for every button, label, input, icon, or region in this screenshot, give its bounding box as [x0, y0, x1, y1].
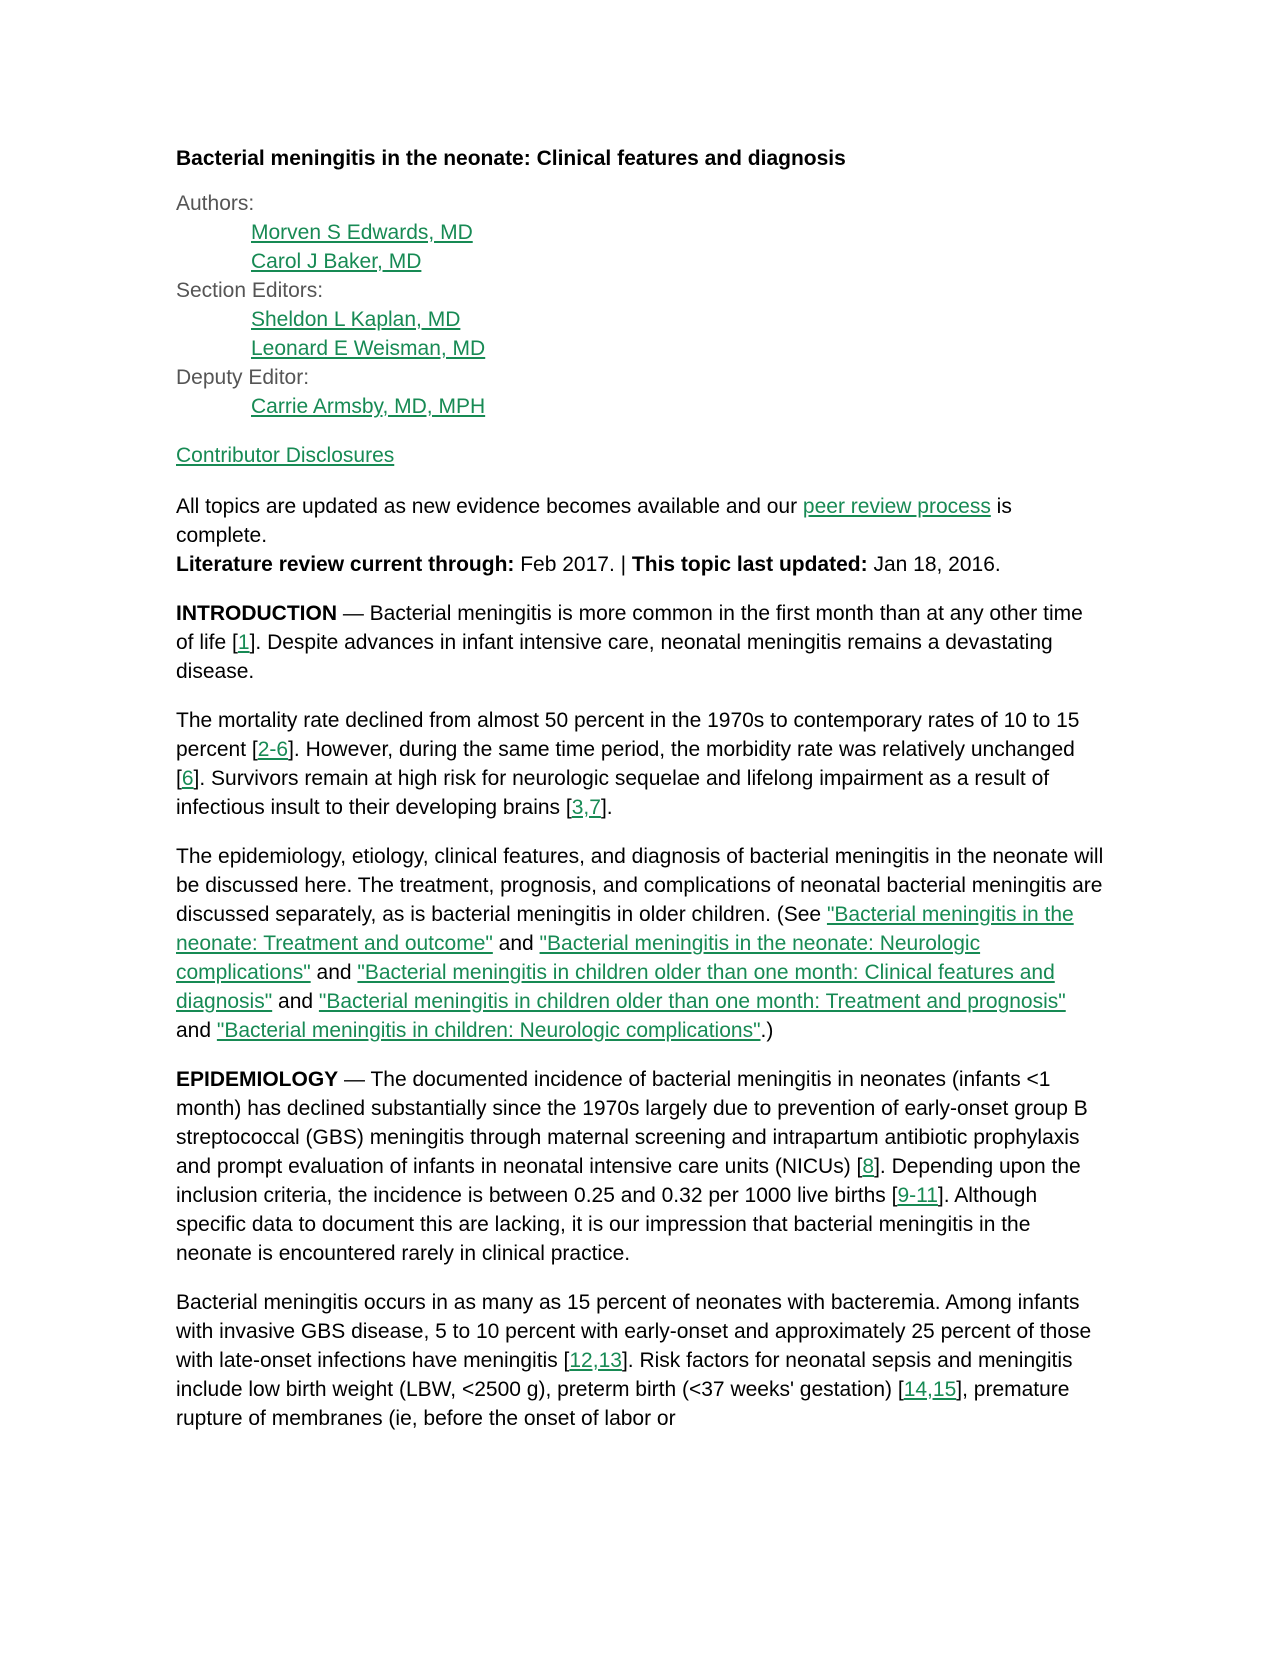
- epidemiology-paragraph: EPIDEMIOLOGY — The documented incidence of bacterial meningitis in neonates (infants <1 month) has declined substantially since the 1970s largely due to prevention of early-onset group B streptococcal (GBS) meningitis through maternal screening and intrapartum antibiotic prophylaxis and prompt evaluation of infants in neonatal intensive care units (NICUs) [8]. Depending upon the inclusion criteria, the incidence is between 0.25 and 0.32 per 1000 live births [9-11]. Although specific data to document this are lacking, it is our impression that bacterial meningitis in the neonate is encountered rarely in clinical practice.: [176, 1068, 1088, 1265]
- reference-link[interactable]: 3,7: [571, 796, 601, 819]
- reference-link[interactable]: 2-6: [257, 738, 289, 761]
- authors-label: Authors:: [176, 192, 255, 215]
- reference-link[interactable]: 14,15: [903, 1378, 957, 1401]
- update-notice: All topics are updated as new evidence becomes available and our peer review process is complete. Literature review current through: Feb 2017. | This topic last updated: Jan 18, 2016.: [176, 495, 1012, 576]
- reference-link[interactable]: 1: [237, 631, 250, 654]
- topic-link[interactable]: "Bacterial meningitis in children older than one month: Clinical features and diagnosis": [176, 961, 1055, 1013]
- lit-review-label: Literature review current through:: [176, 553, 515, 576]
- topic-link[interactable]: "Bacterial meningitis in the neonate: Treatment and outcome": [176, 903, 1074, 955]
- section-editors-label: Section Editors:: [176, 279, 324, 302]
- reference-link[interactable]: 12,13: [569, 1349, 622, 1372]
- author-metadata: [176, 189, 1104, 421]
- lit-review-date: Feb 2017. |: [514, 553, 632, 576]
- last-updated-label: This topic last updated:: [631, 553, 868, 576]
- section-editor-link[interactable]: Leonard E Weisman, MD: [251, 337, 486, 360]
- scope-paragraph: The epidemiology, etiology, clinical features, and diagnosis of bacterial meningitis in the neonate will be discussed here. The treatment, prognosis, and complications of neonatal bacterial meningitis are discussed separately, as is bacterial meningitis in older children. (See "Bacterial meningitis in the neonate: Treatment and outcome" and "Bacterial meningitis in the neonate: Neurologic complications" and "Bacterial meningitis in children older than one month: Clinical features and diagnosis" and "Bacterial meningitis in children older than one month: Treatment and prognosis" and "Bacterial meningitis in children: Neurologic complications".): [176, 845, 1104, 1042]
- mortality-paragraph: The mortality rate declined from almost 50 percent in the 1970s to contemporary rates of 10 to 15 percent [2-6]. However, during the same time period, the morbidity rate was relatively unchanged [6]. Survivors remain at high risk for neurologic sequelae and lifelong impairment as a result of infectious insult to their developing brains [3,7].: [176, 709, 1080, 819]
- topic-link[interactable]: "Bacterial meningitis in children older than one month: Treatment and prognosis": [318, 990, 1066, 1013]
- reference-link[interactable]: 8: [862, 1155, 875, 1178]
- deputy-editor-label: Deputy Editor:: [176, 366, 310, 389]
- topic-link[interactable]: "Bacterial meningitis in children: Neurologic complications": [216, 1019, 761, 1042]
- page-title: Bacterial meningitis in the neonate: Clinical features and diagnosis: [176, 147, 846, 170]
- document-page: [176, 144, 1104, 1433]
- author-link[interactable]: Carol J Baker, MD: [251, 250, 422, 273]
- author-link[interactable]: Morven S Edwards, MD: [251, 221, 473, 244]
- section-heading: INTRODUCTION: [176, 602, 337, 625]
- section-heading: EPIDEMIOLOGY: [176, 1068, 339, 1091]
- introduction-paragraph: INTRODUCTION — Bacterial meningitis is more common in the first month than at any other time of life [1]. Despite advances in infant intensive care, neonatal meningitis remains a devastating disease.: [176, 602, 1083, 683]
- last-updated-date: Jan 18, 2016.: [867, 553, 1001, 576]
- reference-link[interactable]: 9-11: [897, 1184, 938, 1207]
- deputy-editor-link[interactable]: Carrie Armsby, MD, MPH: [251, 395, 486, 418]
- section-editor-link[interactable]: Sheldon L Kaplan, MD: [251, 308, 461, 331]
- topic-link[interactable]: "Bacterial meningitis in the neonate: Neurologic complications": [176, 932, 981, 984]
- reference-link[interactable]: 6: [181, 767, 194, 790]
- peer-review-link[interactable]: peer review process: [802, 495, 991, 518]
- risk-factors-paragraph: Bacterial meningitis occurs in as many as 15 percent of neonates with bacteremia. Among infants with invasive GBS disease, 5 to 10 percent with early-onset and approximately 25 percent of those with late-onset infections have meningitis [12,13]. Risk factors for neonatal sepsis and meningitis include low birth weight (LBW, <2500 g), preterm birth (<37 weeks' gestation) [14,15], premature rupture of membranes (ie, before the onset of labor or: [176, 1291, 1092, 1430]
- contributor-disclosures-link[interactable]: Contributor Disclosures: [176, 444, 395, 467]
